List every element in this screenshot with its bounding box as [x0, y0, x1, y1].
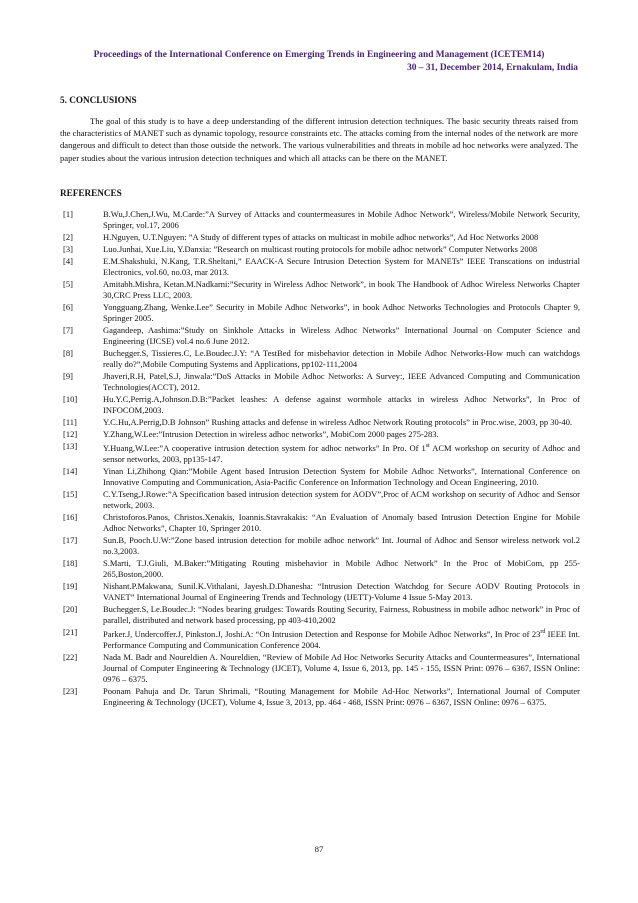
reference-item	[60, 417, 580, 428]
reference-text: Christoforos.Panos, Christos.Xenakis, Ioannis.Stavrakakis: “An Evaluation of Anomaly based Intrusion Detection Engine for Mobile Adhoc Networks”, Chapter 10, Springer 2010.	[103, 511, 580, 534]
references-list	[60, 209, 580, 709]
reference-text: Buchegger.S, Tissieres.C, Le.Boudec.J.Y: “A TestBed for misbehavior detection in Mobile Adhoc Networks-How much can watchdogs really do?”,Mobile Computing Systems and Applications, pp102-111,2004	[103, 348, 580, 370]
reference-number: [13]	[63, 441, 78, 451]
reference-number: [5]	[63, 278, 73, 289]
reference-item	[60, 209, 580, 231]
reference-text: E.M.Shakshuki, N.Kang, T.R.Sheltani,” EAACK-A Secure Intrusion Detection System for MANETs” IEEE Transcations on industrial Electronics, vol.60, no.03, mar 2013.	[103, 255, 580, 277]
reference-item	[60, 429, 580, 440]
page-number: 87	[314, 844, 324, 854]
reference-item	[60, 394, 580, 416]
reference-number: [12]	[63, 429, 78, 440]
reference-number: [4]	[63, 255, 73, 266]
proceedings-header	[60, 49, 578, 74]
reference-item	[60, 535, 580, 557]
conclusions-paragraph: The goal of this study is to have a deep understanding of the different intrusion detection techniques. The basic security threats raised from the characteristics of MANET such as dynamic topology, resource constraints etc. The attacks coming from the internal nodes of the network are more dangerous and difficult to detect than those outside the network. The various vulnerabilities and threats in mobile ad hoc networks were analyzed. The paper studies about the various intrusion detection techniques and which all attacks can be there on the MANET.	[60, 116, 578, 163]
references-heading: REFERENCES	[60, 188, 122, 198]
reference-item	[60, 512, 580, 534]
reference-number: [19]	[63, 581, 78, 592]
reference-item	[60, 232, 580, 243]
reference-item	[60, 558, 580, 580]
reference-text: Parker.J, Undercoffer.J, Pinkston.J, Joshi.A: “On Intrusion Detection and Response for Mobile Adhoc Networks”, In Proc of 23rd IEEE Int. Performance Computing and Communication Conference 2004.	[103, 628, 580, 650]
reference-number: [7]	[63, 325, 73, 335]
reference-text: Nishant.P.Makwana, Sunil.K.Vithalani, Jayesh.D.Dhanesha: “Intrusion Detection Watchdog for Secure AODV Routing Protocols in VANET” International Journal of Engineering Trends and Technology (IJETT)-Volume 4 Issue 5-May 2013.	[103, 581, 580, 603]
header-line-2: 30 – 31, December 2014, Ernakulam, India	[407, 62, 578, 73]
reference-text: Yinan Li,Zhihong Qian:”Mobile Agent based Intrusion Detection System for Mobile Adhoc Networks”, International Conference on Innovative Computing and Communication, Asia-Pacific Conference on Information Technology and Ocean Engineering, 2010.	[103, 465, 580, 487]
reference-item	[60, 441, 580, 465]
reference-number: [16]	[63, 511, 78, 522]
reference-text: Y.Zhang,W.Lee:”Intrusion Detection in wireless adhoc networks”, MobiCom 2000 pages 275-283.	[103, 429, 439, 440]
reference-text: Gagandeep, Aashima:”Study on Sinkhole Attacks in Wireless Adhoc Networks” International Journal on Computer Science and Engineering (IJCSE) vol.4 no.6 June 2012.	[103, 325, 580, 347]
reference-item	[60, 652, 580, 685]
reference-item	[60, 302, 580, 324]
reference-number: [14]	[63, 465, 78, 476]
reference-text: Luo.Junhai, Xue.Liu, Y.Danxia: ”Research on multicast routing protocols for mobile adhoc network” Computer Networks 2008	[103, 243, 538, 254]
conclusions-heading: 5. CONCLUSIONS	[60, 95, 137, 105]
reference-item	[60, 604, 580, 626]
reference-item	[60, 325, 580, 347]
reference-text: B.Wu,J.Chen,J.Wu, M.Carde:”A Survey of Attacks and countermeasures in Mobile Adhoc Network”, Wireless/Mobile Network Security, Springer, vol.17, 2006	[103, 209, 580, 231]
reference-text: Sun.B, Pooch.U.W:”Zone based intrusion detection for mobile adhoc network” Int. Journal of Adhoc and Sensor wireless network vol.2 no.3,2003.	[103, 534, 580, 557]
reference-item	[60, 348, 580, 370]
reference-text: Amitabh.Mishra, Ketan.M.Nadkarni:”Security in Wireless Adhoc Network”, in book The Handbook of Adhoc Wireless Networks Chapter 30,CRC Press LLC, 2003.	[103, 278, 580, 301]
reference-number: [22]	[63, 651, 78, 662]
reference-text: Yongguang.Zhang, Wenke.Lee” Security in Mobile Adhoc Networks”, in book Adhoc Networks Technologies and Protocols Chapter 9, Springer 2005.	[103, 301, 580, 324]
reference-item	[60, 244, 580, 255]
reference-number: [2]	[63, 232, 73, 243]
reference-text: Nada M. Badr and Noureldien A. Noureldien, “Review of Mobile Ad Hoc Networks Security Attacks and Countermeasures”, International Journal of Computer Engineering & Technology (IJCET), Volume 4, Issue 6, 2013, pp. 145 - 155, ISSN Print: 0976 – 6367, ISSN Online: 0976 – 6375.	[103, 651, 580, 685]
reference-text: Y.C.Hu,A.Perrig,D.B Johnson” Rushing attacks and defense in wireless Adhoc Network Routing protocols” in Proc.wise, 2003, pp 30-40.	[103, 417, 573, 428]
reference-number: [18]	[63, 557, 78, 568]
reference-item	[60, 581, 580, 603]
reference-number: [15]	[63, 488, 78, 499]
reference-number: [3]	[63, 243, 73, 254]
reference-text: C.Y.Tseng,J.Rowe:”A Specification based intrusion detection system for AODV”,Proc of ACM workshop on security of Adhoc and Sensor network, 2003.	[103, 488, 580, 510]
reference-number: [10]	[63, 394, 78, 405]
reference-number: [21]	[63, 627, 78, 638]
reference-text: Buchegger.S, Le.Boudec.J: “Nodes bearing grudges: Towards Routing Security, Fairness, Robustness in mobile adhoc network” in Proc of parallel, distributed and network based processing, pp 403-410,2002	[103, 604, 580, 626]
reference-number: [6]	[63, 301, 73, 312]
reference-text: Poonam Pahuja and Dr. Tarun Shrimali, “Routing Management for Mobile Ad-Hoc Networks”, International Journal of Computer Engineering & Technology (IJCET), Volume 4, Issue 3, 2013, pp. 464 - 468, ISSN Print: 0976 – 6367, ISSN Online: 0976 – 6375.	[103, 686, 580, 708]
reference-number: [17]	[63, 534, 78, 545]
reference-item	[60, 489, 580, 511]
reference-text: Y.Huang,W.Lee:”A cooperative intrusion detection system for adhoc networks” In Pro. Of 1st ACM workshop on security of Adhoc and sensor networks, 2003, pp135-147.	[103, 442, 580, 464]
reference-number: [23]	[63, 686, 78, 697]
reference-item	[60, 279, 580, 301]
reference-item	[60, 371, 580, 393]
reference-item	[60, 627, 580, 651]
reference-item	[60, 686, 580, 708]
reference-number: [8]	[63, 348, 73, 359]
reference-text: S.Marti, T.J.Giuli, M.Baker:”Mitigating Routing misbehavior in Mobile Adhoc Network” In the Proc of MobiCom, pp 255-265,Boston,2000.	[103, 557, 580, 580]
header-line-1: Proceedings of the International Conference on Emerging Trends in Engineering and Management (ICETEM14)	[93, 50, 545, 60]
reference-text: Hu.Y.C,Perrig.A,Johnson.D.B:”Packet leashes: A defense against wormhole attacks in wireless Adhoc Networks”, In Proc of INFOCOM,2003.	[103, 394, 580, 416]
reference-number: [11]	[63, 417, 77, 428]
reference-text: Jhaveri,R.H, Patel,S.J, Jinwala:”DoS Attacks in Mobile Adhoc Networks: A Survey:, IEEE Advanced Computing and Communication Technologies(ACCT), 2012.	[103, 371, 580, 393]
reference-item	[60, 466, 580, 488]
reference-number: [20]	[63, 604, 78, 615]
reference-text: H.Nguyen, U.T.Nguyen: ”A Study of different types of attacks on multicast in mobile adhoc networks”, Ad Hoc Networks 2008	[103, 232, 539, 243]
reference-item	[60, 256, 580, 278]
reference-number: [1]	[63, 209, 73, 219]
reference-number: [9]	[63, 371, 73, 382]
